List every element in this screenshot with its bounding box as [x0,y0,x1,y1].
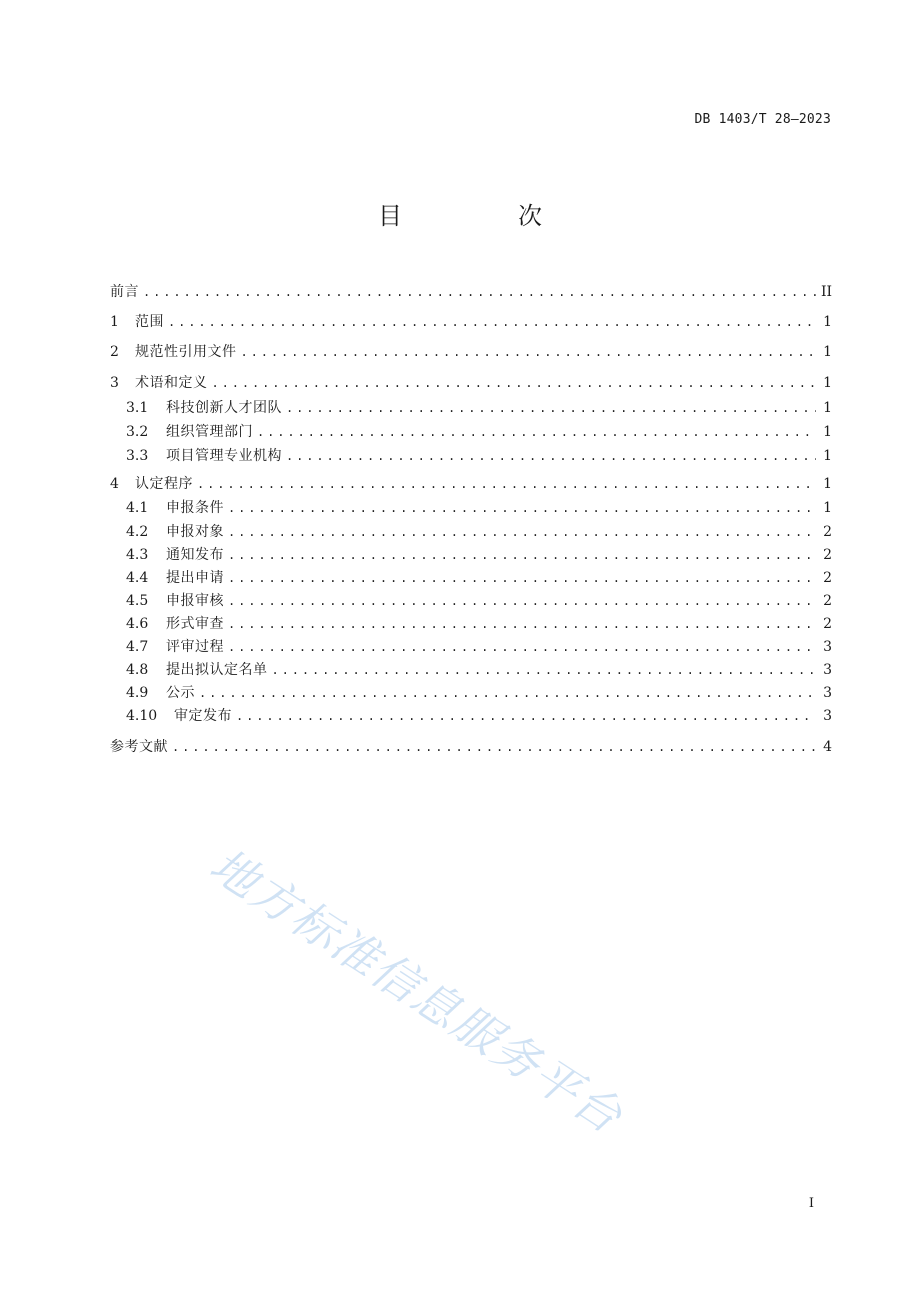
toc-leader [228,594,816,608]
toc-page: 2 [823,547,832,563]
toc-entry-2[interactable] [110,341,832,361]
toc-entry-4-2[interactable] [110,521,832,541]
toc-label: 提出拟认定名单 [166,662,268,678]
toc-num: 4.2 [126,524,149,540]
toc-page: 3 [823,662,832,678]
toc-page: 3 [823,685,832,701]
toc-label: 公示 [166,685,195,701]
toc-leader [286,449,816,463]
toc-label: 通知发布 [166,547,224,563]
toc-num: 3.1 [126,400,149,416]
toc-label: 申报审核 [166,593,224,609]
toc-leader [228,571,816,585]
toc-entry-4-9[interactable] [110,682,832,702]
toc-label: 提出申请 [166,570,224,586]
toc-entry-4-5[interactable] [110,590,832,610]
toc-entry-4-8[interactable] [110,659,832,679]
toc-leader [286,401,816,415]
toc-entry-4-4[interactable] [110,567,832,587]
toc-entry-4[interactable] [110,473,832,493]
watermark: 地方标准信息服务平台 [200,837,633,1145]
toc-leader [172,740,816,754]
toc-entry-1[interactable] [110,311,832,331]
toc-page: 1 [823,375,832,391]
toc-entry-3-1[interactable] [110,397,832,417]
toc-num: 3 [110,375,119,391]
toc-label: 科技创新人才团队 [166,400,282,416]
toc-leader [197,477,816,491]
toc-page: 2 [823,524,832,540]
toc-label: 术语和定义 [135,375,208,391]
toc-leader [236,709,816,723]
toc-page: 1 [823,448,832,464]
footer-page-number: I [808,1196,814,1211]
toc-label: 范围 [135,314,164,330]
toc-leader [257,425,816,439]
toc-num: 1 [110,314,119,330]
toc-label: 评审过程 [166,639,224,655]
toc-label: 参考文献 [110,739,168,755]
toc-entry-4-10[interactable] [110,705,832,725]
toc-num: 4.6 [126,616,149,632]
toc-page: 1 [823,424,832,440]
toc-entry-3[interactable] [110,372,832,392]
toc-num: 3.2 [126,424,149,440]
toc-page: 1 [823,314,832,330]
toc-page: 3 [823,708,832,724]
toc-page: 2 [823,616,832,632]
toc-label: 形式审查 [166,616,224,632]
toc-page: 2 [823,570,832,586]
toc-num: 2 [110,344,119,360]
toc-num: 4.4 [126,570,149,586]
toc-leader [199,686,816,700]
toc-leader [241,345,817,359]
toc-label: 审定发布 [174,708,232,724]
toc-label: 前言 [110,284,139,300]
toc-page: 2 [823,593,832,609]
toc-num: 4.7 [126,639,149,655]
toc-leader [272,663,817,677]
toc-page: 4 [823,739,832,755]
toc-label: 组织管理部门 [166,424,253,440]
toc-leader [228,501,816,515]
toc-num: 4.1 [126,500,149,516]
toc-label: 项目管理专业机构 [166,448,282,464]
toc-num: 4.8 [126,662,149,678]
toc-num: 4.3 [126,547,149,563]
page-title: 目 次 [378,202,588,230]
toc-page: 1 [823,500,832,516]
toc-num: 4.10 [126,708,158,724]
toc-page: 3 [823,639,832,655]
toc-leader [212,376,817,390]
toc-entry-3-3[interactable] [110,445,832,465]
toc-leader [228,617,816,631]
toc-entry-4-7[interactable] [110,636,832,656]
toc-entry-4-1[interactable] [110,497,832,517]
toc-page: II [820,284,832,300]
toc-entry-4-3[interactable] [110,544,832,564]
toc-entry-3-2[interactable] [110,421,832,441]
toc-label: 申报条件 [166,500,224,516]
toc-num: 4 [110,476,119,492]
toc-leader [228,640,816,654]
toc-page: 1 [823,344,832,360]
toc-leader [228,525,816,539]
toc-label: 申报对象 [166,524,224,540]
toc-num: 3.3 [126,448,149,464]
toc-num: 4.9 [126,685,149,701]
toc-page: 1 [823,476,832,492]
toc-label: 规范性引用文件 [135,344,237,360]
toc-entry-4-6[interactable] [110,613,832,633]
toc-leader [168,315,816,329]
toc-page: 1 [823,400,832,416]
header-code: DB 1403/T 28—2023 [694,112,831,127]
toc-entry-references[interactable] [110,736,832,756]
toc-leader [228,548,816,562]
toc-label: 认定程序 [135,476,193,492]
toc-entry-foreword[interactable] [110,281,832,301]
toc-num: 4.5 [126,593,149,609]
toc-leader [143,285,816,299]
